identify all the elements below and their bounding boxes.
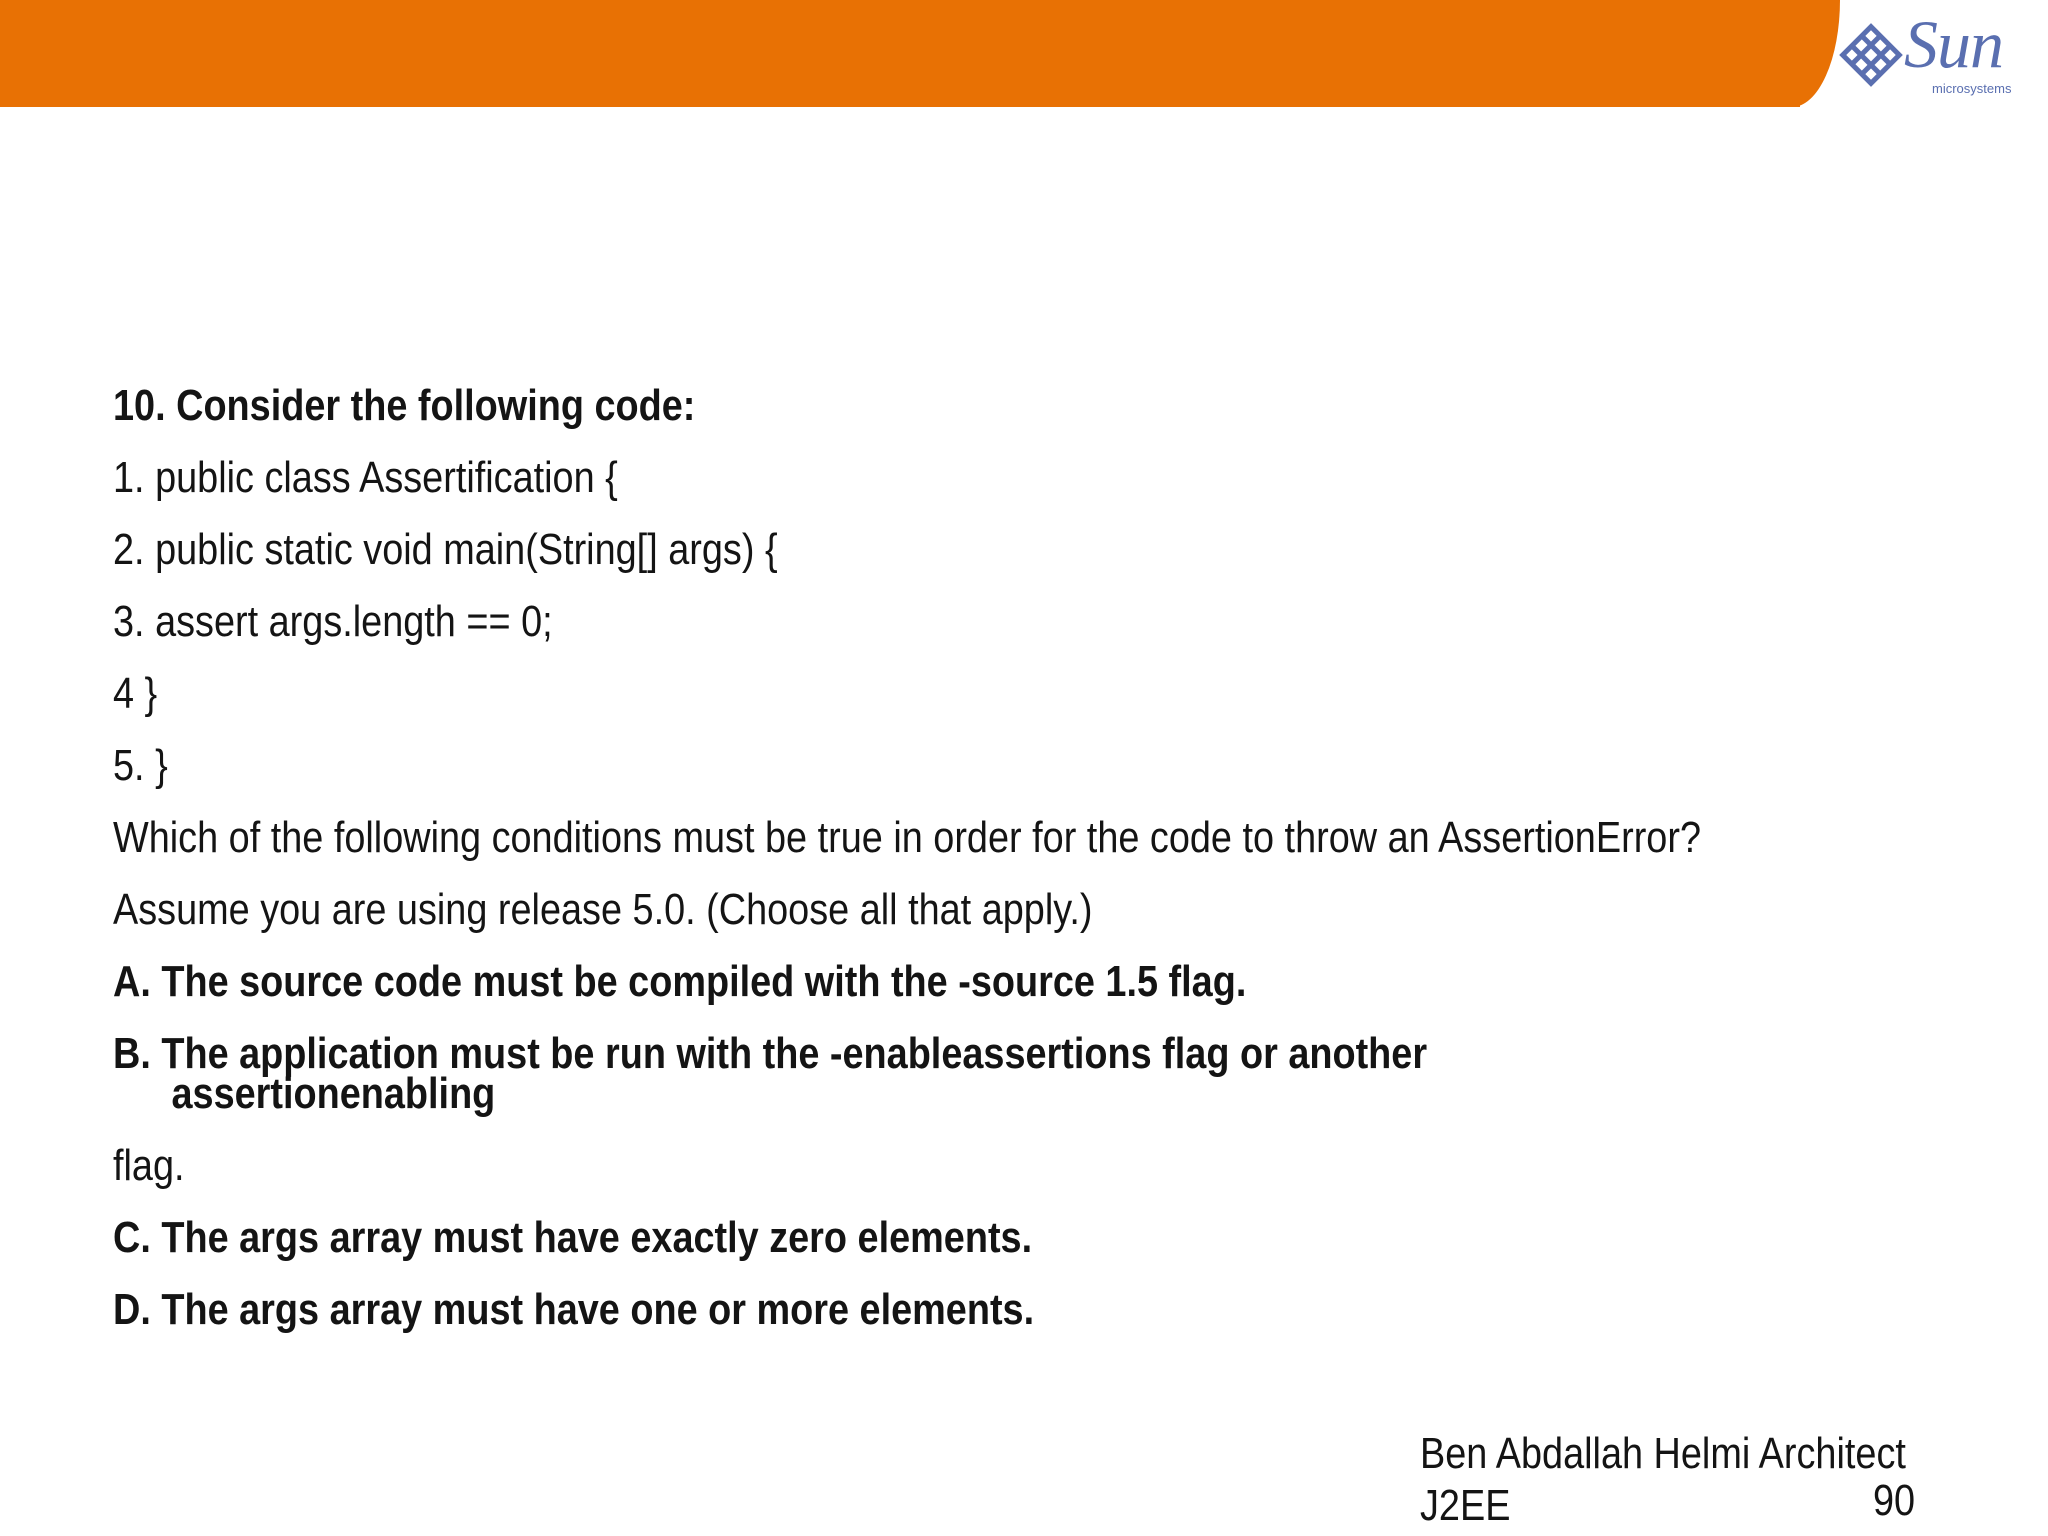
code-line-2: 2. public static void main(String[] args) {	[113, 525, 778, 574]
option-b-line-2: assertionenabling	[171, 1069, 496, 1118]
page-number: 90	[1873, 1476, 1916, 1525]
option-b-line-3: flag.	[113, 1141, 185, 1190]
option-c: C. The args array must have exactly zero elements.	[113, 1213, 1033, 1262]
code-line-3: 3. assert args.length == 0;	[113, 597, 553, 646]
option-d: D. The args array must have one or more elements.	[113, 1285, 1035, 1334]
header-band-curve	[1760, 0, 1840, 107]
footer-author-line-2: J2EE	[1420, 1481, 1511, 1530]
code-line-1: 1. public class Assertification {	[113, 453, 618, 502]
option-b-line-1: B. The application must be run with the -enableassertions flag or another	[113, 1029, 1428, 1078]
footer-author-line-1: Ben Abdallah Helmi Architect	[1420, 1429, 1906, 1478]
footer-author	[1420, 1428, 1936, 1532]
sun-diamond-icon	[1838, 22, 1904, 88]
logo-subtitle: microsystems	[1932, 81, 2012, 96]
code-line-5: 5. }	[113, 741, 168, 790]
header-band	[0, 0, 1800, 107]
logo-wordmark: Sun	[1904, 6, 2003, 82]
code-line-4: 4 }	[113, 669, 158, 718]
question-title: 10. Consider the following code:	[113, 381, 696, 430]
question-prompt-line-1: Which of the following conditions must be true in order for the code to throw an AssertionError?	[113, 813, 1701, 862]
question-prompt-line-2: Assume you are using release 5.0. (Choose all that apply.)	[113, 885, 1093, 934]
sun-logo	[1838, 6, 2012, 100]
slide-content	[113, 370, 1993, 1346]
option-a: A. The source code must be compiled with the -source 1.5 flag.	[113, 957, 1247, 1006]
option-b	[113, 1018, 1730, 1130]
